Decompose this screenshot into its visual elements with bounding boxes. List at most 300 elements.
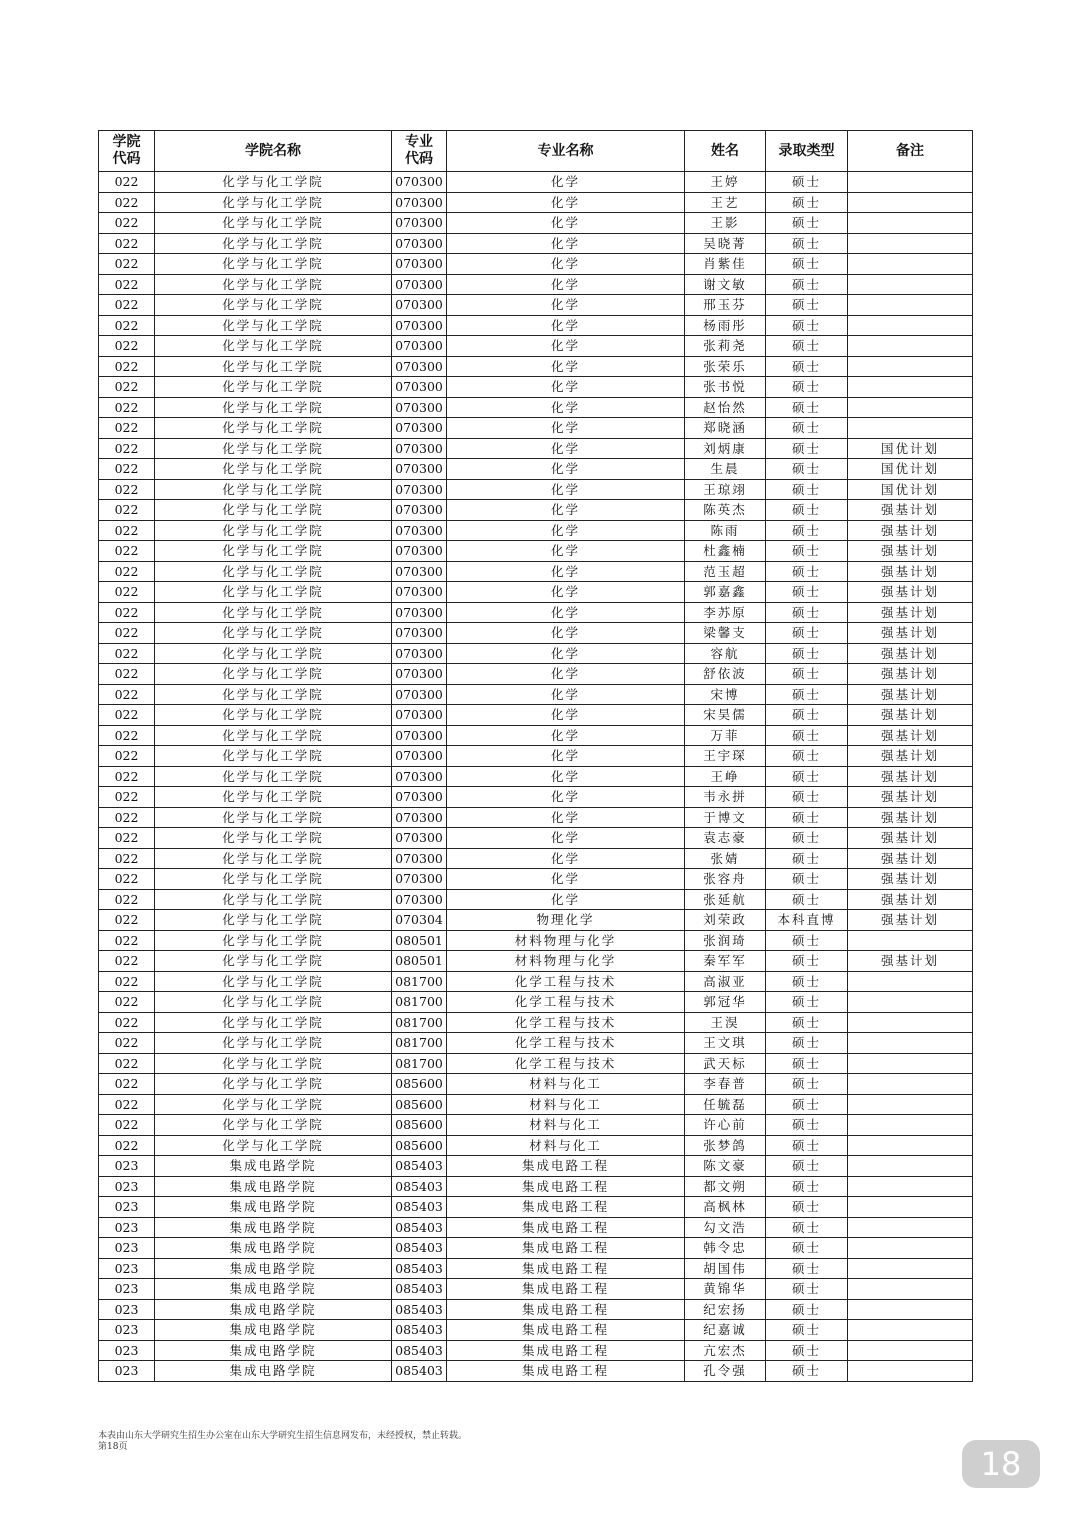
college-code-cell: 022 bbox=[99, 336, 155, 357]
major-name-cell: 材料物理与化学 bbox=[447, 930, 685, 951]
admission-table bbox=[98, 130, 973, 1382]
major-code-cell: 085403 bbox=[392, 1258, 447, 1279]
remark-cell bbox=[848, 356, 973, 377]
remark-cell bbox=[848, 213, 973, 234]
major-name-cell: 化学 bbox=[447, 295, 685, 316]
table-row bbox=[99, 274, 973, 295]
table-row bbox=[99, 356, 973, 377]
college-code-cell: 023 bbox=[99, 1340, 155, 1361]
admission-type-cell: 硕士 bbox=[766, 213, 848, 234]
student-name-cell: 秦军军 bbox=[685, 951, 766, 972]
major-name-cell: 化学 bbox=[447, 192, 685, 213]
major-name-cell: 材料与化工 bbox=[447, 1094, 685, 1115]
remark-cell: 国优计划 bbox=[848, 438, 973, 459]
major-code-cell: 070300 bbox=[392, 233, 447, 254]
admission-type-cell: 硕士 bbox=[766, 1156, 848, 1177]
major-name-cell: 化学 bbox=[447, 705, 685, 726]
major-name-cell: 化学 bbox=[447, 643, 685, 664]
remark-cell bbox=[848, 295, 973, 316]
table-row bbox=[99, 459, 973, 480]
college-name-cell: 化学与化工学院 bbox=[155, 295, 392, 316]
copyright-note: 本表由山东大学研究生招生办公室在山东大学研究生招生信息网发布，未经授权，禁止转载。 bbox=[98, 1431, 468, 1441]
college-name-cell: 化学与化工学院 bbox=[155, 459, 392, 480]
major-name-cell: 化学 bbox=[447, 664, 685, 685]
major-name-cell: 化学 bbox=[447, 459, 685, 480]
college-name-cell: 化学与化工学院 bbox=[155, 1053, 392, 1074]
admission-type-cell: 硕士 bbox=[766, 315, 848, 336]
college-code-cell: 023 bbox=[99, 1258, 155, 1279]
major-code-cell: 070300 bbox=[392, 705, 447, 726]
major-code-cell: 070300 bbox=[392, 623, 447, 644]
remark-cell bbox=[848, 1135, 973, 1156]
remark-cell: 强基计划 bbox=[848, 828, 973, 849]
table-row bbox=[99, 725, 973, 746]
college-name-cell: 化学与化工学院 bbox=[155, 602, 392, 623]
major-name-cell: 集成电路工程 bbox=[447, 1217, 685, 1238]
admission-type-cell: 硕士 bbox=[766, 520, 848, 541]
major-name-cell: 化学 bbox=[447, 397, 685, 418]
table-body bbox=[99, 172, 973, 1382]
college-code-cell: 022 bbox=[99, 377, 155, 398]
major-name-cell: 集成电路工程 bbox=[447, 1361, 685, 1382]
header-major-code: 专业 代码 bbox=[392, 131, 447, 172]
admission-type-cell: 硕士 bbox=[766, 438, 848, 459]
remark-cell bbox=[848, 336, 973, 357]
remark-cell bbox=[848, 418, 973, 439]
admission-type-cell: 硕士 bbox=[766, 541, 848, 562]
table-row bbox=[99, 377, 973, 398]
student-name-cell: 胡国伟 bbox=[685, 1258, 766, 1279]
student-name-cell: 生晨 bbox=[685, 459, 766, 480]
major-name-cell: 化学 bbox=[447, 500, 685, 521]
admission-type-cell: 硕士 bbox=[766, 1053, 848, 1074]
major-code-cell: 070300 bbox=[392, 828, 447, 849]
table-row bbox=[99, 828, 973, 849]
major-code-cell: 070300 bbox=[392, 377, 447, 398]
admission-type-cell: 硕士 bbox=[766, 192, 848, 213]
major-code-cell: 070300 bbox=[392, 602, 447, 623]
major-name-cell: 化学 bbox=[447, 684, 685, 705]
major-name-cell: 材料与化工 bbox=[447, 1135, 685, 1156]
major-code-cell: 070300 bbox=[392, 315, 447, 336]
college-name-cell: 化学与化工学院 bbox=[155, 1012, 392, 1033]
table-row bbox=[99, 766, 973, 787]
major-name-cell: 材料物理与化学 bbox=[447, 951, 685, 972]
table-row bbox=[99, 1361, 973, 1382]
remark-cell: 强基计划 bbox=[848, 766, 973, 787]
student-name-cell: 王文琪 bbox=[685, 1033, 766, 1054]
student-name-cell: 王宇琛 bbox=[685, 746, 766, 767]
college-name-cell: 化学与化工学院 bbox=[155, 172, 392, 193]
remark-cell: 强基计划 bbox=[848, 561, 973, 582]
college-name-cell: 化学与化工学院 bbox=[155, 582, 392, 603]
header-row bbox=[99, 131, 973, 172]
major-code-cell: 070300 bbox=[392, 684, 447, 705]
table-row bbox=[99, 172, 973, 193]
student-name-cell: 张容舟 bbox=[685, 869, 766, 890]
table-row bbox=[99, 643, 973, 664]
major-name-cell: 化学 bbox=[447, 787, 685, 808]
table-row bbox=[99, 1053, 973, 1074]
major-code-cell: 081700 bbox=[392, 992, 447, 1013]
college-name-cell: 化学与化工学院 bbox=[155, 828, 392, 849]
college-name-cell: 化学与化工学院 bbox=[155, 766, 392, 787]
table-row bbox=[99, 787, 973, 808]
major-name-cell: 化学 bbox=[447, 274, 685, 295]
remark-cell bbox=[848, 1156, 973, 1177]
major-name-cell: 化学 bbox=[447, 561, 685, 582]
student-name-cell: 舒依波 bbox=[685, 664, 766, 685]
remark-cell: 强基计划 bbox=[848, 500, 973, 521]
major-name-cell: 化学 bbox=[447, 213, 685, 234]
major-code-cell: 070300 bbox=[392, 889, 447, 910]
remark-cell: 强基计划 bbox=[848, 910, 973, 931]
table-row bbox=[99, 910, 973, 931]
major-name-cell: 集成电路工程 bbox=[447, 1238, 685, 1259]
table-row bbox=[99, 1279, 973, 1300]
admission-type-cell: 硕士 bbox=[766, 807, 848, 828]
college-name-cell: 化学与化工学院 bbox=[155, 438, 392, 459]
major-name-cell: 集成电路工程 bbox=[447, 1156, 685, 1177]
remark-cell: 国优计划 bbox=[848, 459, 973, 480]
table-row bbox=[99, 1094, 973, 1115]
college-code-cell: 022 bbox=[99, 602, 155, 623]
major-name-cell: 化学 bbox=[447, 623, 685, 644]
major-name-cell: 化学工程与技术 bbox=[447, 992, 685, 1013]
admission-type-cell: 硕士 bbox=[766, 500, 848, 521]
college-name-cell: 化学与化工学院 bbox=[155, 787, 392, 808]
remark-cell: 强基计划 bbox=[848, 582, 973, 603]
student-name-cell: 纪宏扬 bbox=[685, 1299, 766, 1320]
student-name-cell: 郑晓涵 bbox=[685, 418, 766, 439]
admission-type-cell: 硕士 bbox=[766, 992, 848, 1013]
college-code-cell: 022 bbox=[99, 397, 155, 418]
college-name-cell: 化学与化工学院 bbox=[155, 869, 392, 890]
table-row bbox=[99, 213, 973, 234]
college-code-cell: 022 bbox=[99, 828, 155, 849]
major-code-cell: 070300 bbox=[392, 459, 447, 480]
college-code-cell: 022 bbox=[99, 418, 155, 439]
admission-type-cell: 硕士 bbox=[766, 1012, 848, 1033]
student-name-cell: 黄锦华 bbox=[685, 1279, 766, 1300]
major-code-cell: 085403 bbox=[392, 1156, 447, 1177]
major-name-cell: 化学工程与技术 bbox=[447, 1033, 685, 1054]
table-row bbox=[99, 1238, 973, 1259]
major-name-cell: 集成电路工程 bbox=[447, 1299, 685, 1320]
admission-type-cell: 硕士 bbox=[766, 664, 848, 685]
college-name-cell: 化学与化工学院 bbox=[155, 623, 392, 644]
admission-type-cell: 硕士 bbox=[766, 1340, 848, 1361]
admission-type-cell: 硕士 bbox=[766, 971, 848, 992]
admission-type-cell: 硕士 bbox=[766, 1299, 848, 1320]
table-row bbox=[99, 971, 973, 992]
student-name-cell: 于博文 bbox=[685, 807, 766, 828]
college-name-cell: 化学与化工学院 bbox=[155, 520, 392, 541]
major-code-cell: 081700 bbox=[392, 1053, 447, 1074]
admission-type-cell: 硕士 bbox=[766, 1074, 848, 1095]
remark-cell bbox=[848, 1094, 973, 1115]
admission-type-cell: 硕士 bbox=[766, 1258, 848, 1279]
major-code-cell: 070300 bbox=[392, 807, 447, 828]
college-code-cell: 023 bbox=[99, 1320, 155, 1341]
college-name-cell: 化学与化工学院 bbox=[155, 315, 392, 336]
student-name-cell: 许心前 bbox=[685, 1115, 766, 1136]
major-code-cell: 070300 bbox=[392, 561, 447, 582]
major-name-cell: 化学 bbox=[447, 828, 685, 849]
admission-type-cell: 硕士 bbox=[766, 1217, 848, 1238]
college-name-cell: 化学与化工学院 bbox=[155, 992, 392, 1013]
college-code-cell: 022 bbox=[99, 664, 155, 685]
college-name-cell: 化学与化工学院 bbox=[155, 746, 392, 767]
remark-cell bbox=[848, 992, 973, 1013]
college-name-cell: 化学与化工学院 bbox=[155, 356, 392, 377]
student-name-cell: 刘荣政 bbox=[685, 910, 766, 931]
header-admission-type: 录取类型 bbox=[766, 131, 848, 172]
college-code-cell: 022 bbox=[99, 869, 155, 890]
remark-cell: 强基计划 bbox=[848, 725, 973, 746]
college-name-cell: 化学与化工学院 bbox=[155, 336, 392, 357]
remark-cell: 强基计划 bbox=[848, 746, 973, 767]
remark-cell bbox=[848, 930, 973, 951]
table-row bbox=[99, 992, 973, 1013]
college-code-cell: 022 bbox=[99, 684, 155, 705]
college-code-cell: 022 bbox=[99, 725, 155, 746]
admission-type-cell: 硕士 bbox=[766, 233, 848, 254]
page-number-badge: 18 bbox=[962, 1440, 1040, 1488]
college-code-cell: 022 bbox=[99, 192, 155, 213]
college-name-cell: 化学与化工学院 bbox=[155, 971, 392, 992]
table-row bbox=[99, 1217, 973, 1238]
remark-cell bbox=[848, 1197, 973, 1218]
admission-type-cell: 硕士 bbox=[766, 889, 848, 910]
major-code-cell: 070300 bbox=[392, 438, 447, 459]
student-name-cell: 王峥 bbox=[685, 766, 766, 787]
college-code-cell: 022 bbox=[99, 254, 155, 275]
remark-cell bbox=[848, 233, 973, 254]
college-code-cell: 022 bbox=[99, 479, 155, 500]
admission-type-cell: 硕士 bbox=[766, 828, 848, 849]
student-name-cell: 张书悦 bbox=[685, 377, 766, 398]
remark-cell: 强基计划 bbox=[848, 541, 973, 562]
table-row bbox=[99, 602, 973, 623]
major-name-cell: 化学 bbox=[447, 602, 685, 623]
major-code-cell: 085403 bbox=[392, 1361, 447, 1382]
admission-type-cell: 硕士 bbox=[766, 1094, 848, 1115]
college-name-cell: 化学与化工学院 bbox=[155, 643, 392, 664]
major-code-cell: 070300 bbox=[392, 254, 447, 275]
admission-type-cell: 硕士 bbox=[766, 1197, 848, 1218]
table-row bbox=[99, 438, 973, 459]
admission-type-cell: 本科直博 bbox=[766, 910, 848, 931]
major-name-cell: 化学 bbox=[447, 315, 685, 336]
college-code-cell: 022 bbox=[99, 643, 155, 664]
table-row bbox=[99, 1197, 973, 1218]
college-code-cell: 022 bbox=[99, 1115, 155, 1136]
college-code-cell: 022 bbox=[99, 1094, 155, 1115]
college-name-cell: 集成电路学院 bbox=[155, 1258, 392, 1279]
college-name-cell: 化学与化工学院 bbox=[155, 561, 392, 582]
remark-cell: 强基计划 bbox=[848, 705, 973, 726]
student-name-cell: 容航 bbox=[685, 643, 766, 664]
student-name-cell: 陈文豪 bbox=[685, 1156, 766, 1177]
college-name-cell: 化学与化工学院 bbox=[155, 1135, 392, 1156]
college-code-cell: 022 bbox=[99, 1033, 155, 1054]
major-code-cell: 070300 bbox=[392, 582, 447, 603]
student-name-cell: 韦永拼 bbox=[685, 787, 766, 808]
major-code-cell: 085403 bbox=[392, 1217, 447, 1238]
major-name-cell: 化学 bbox=[447, 233, 685, 254]
admission-type-cell: 硕士 bbox=[766, 930, 848, 951]
college-code-cell: 022 bbox=[99, 848, 155, 869]
admission-type-cell: 硕士 bbox=[766, 623, 848, 644]
major-name-cell: 化学 bbox=[447, 541, 685, 562]
table-row bbox=[99, 889, 973, 910]
college-code-cell: 022 bbox=[99, 1012, 155, 1033]
table-row bbox=[99, 1033, 973, 1054]
college-code-cell: 023 bbox=[99, 1299, 155, 1320]
student-name-cell: 纪嘉诚 bbox=[685, 1320, 766, 1341]
student-name-cell: 张梦鸽 bbox=[685, 1135, 766, 1156]
table-row bbox=[99, 1156, 973, 1177]
student-name-cell: 张莉尧 bbox=[685, 336, 766, 357]
table-row bbox=[99, 1135, 973, 1156]
remark-cell bbox=[848, 1320, 973, 1341]
college-code-cell: 022 bbox=[99, 356, 155, 377]
admission-type-cell: 硕士 bbox=[766, 1115, 848, 1136]
remark-cell bbox=[848, 1053, 973, 1074]
college-name-cell: 化学与化工学院 bbox=[155, 479, 392, 500]
admission-type-cell: 硕士 bbox=[766, 397, 848, 418]
college-name-cell: 化学与化工学院 bbox=[155, 1094, 392, 1115]
table-row bbox=[99, 807, 973, 828]
student-name-cell: 梁馨支 bbox=[685, 623, 766, 644]
college-code-cell: 022 bbox=[99, 705, 155, 726]
remark-cell bbox=[848, 1258, 973, 1279]
table-row bbox=[99, 541, 973, 562]
table-row bbox=[99, 684, 973, 705]
college-code-cell: 022 bbox=[99, 766, 155, 787]
admission-type-cell: 硕士 bbox=[766, 1279, 848, 1300]
student-name-cell: 勾文浩 bbox=[685, 1217, 766, 1238]
admission-type-cell: 硕士 bbox=[766, 479, 848, 500]
college-code-cell: 022 bbox=[99, 1135, 155, 1156]
major-code-cell: 070300 bbox=[392, 479, 447, 500]
table-row bbox=[99, 746, 973, 767]
header-student-name: 姓名 bbox=[685, 131, 766, 172]
table-row bbox=[99, 1320, 973, 1341]
student-name-cell: 郭冠华 bbox=[685, 992, 766, 1013]
major-code-cell: 070300 bbox=[392, 746, 447, 767]
college-name-cell: 化学与化工学院 bbox=[155, 684, 392, 705]
college-name-cell: 化学与化工学院 bbox=[155, 951, 392, 972]
major-code-cell: 080501 bbox=[392, 930, 447, 951]
remark-cell: 强基计划 bbox=[848, 889, 973, 910]
college-code-cell: 022 bbox=[99, 623, 155, 644]
major-name-cell: 化学 bbox=[447, 807, 685, 828]
major-code-cell: 070300 bbox=[392, 397, 447, 418]
college-code-cell: 022 bbox=[99, 930, 155, 951]
student-name-cell: 高枫林 bbox=[685, 1197, 766, 1218]
college-code-cell: 022 bbox=[99, 889, 155, 910]
college-code-cell: 023 bbox=[99, 1238, 155, 1259]
college-name-cell: 化学与化工学院 bbox=[155, 930, 392, 951]
student-name-cell: 任毓磊 bbox=[685, 1094, 766, 1115]
college-code-cell: 022 bbox=[99, 459, 155, 480]
student-name-cell: 韩令忠 bbox=[685, 1238, 766, 1259]
table-row bbox=[99, 397, 973, 418]
major-code-cell: 070300 bbox=[392, 766, 447, 787]
admission-type-cell: 硕士 bbox=[766, 274, 848, 295]
remark-cell: 强基计划 bbox=[848, 848, 973, 869]
table-row bbox=[99, 418, 973, 439]
admission-type-cell: 硕士 bbox=[766, 1033, 848, 1054]
table-row bbox=[99, 930, 973, 951]
major-code-cell: 070300 bbox=[392, 192, 447, 213]
college-code-cell: 022 bbox=[99, 233, 155, 254]
table-row bbox=[99, 1299, 973, 1320]
major-name-cell: 集成电路工程 bbox=[447, 1279, 685, 1300]
remark-cell: 国优计划 bbox=[848, 479, 973, 500]
major-name-cell: 化学 bbox=[447, 520, 685, 541]
remark-cell bbox=[848, 1361, 973, 1382]
table-row bbox=[99, 664, 973, 685]
admission-type-cell: 硕士 bbox=[766, 377, 848, 398]
college-code-cell: 022 bbox=[99, 295, 155, 316]
college-name-cell: 集成电路学院 bbox=[155, 1217, 392, 1238]
remark-cell bbox=[848, 1176, 973, 1197]
major-name-cell: 集成电路工程 bbox=[447, 1340, 685, 1361]
student-name-cell: 武天标 bbox=[685, 1053, 766, 1074]
college-name-cell: 集成电路学院 bbox=[155, 1176, 392, 1197]
remark-cell bbox=[848, 1074, 973, 1095]
major-code-cell: 070300 bbox=[392, 418, 447, 439]
table-row bbox=[99, 1340, 973, 1361]
major-code-cell: 070300 bbox=[392, 643, 447, 664]
remark-cell bbox=[848, 192, 973, 213]
admission-type-cell: 硕士 bbox=[766, 1135, 848, 1156]
admission-type-cell: 硕士 bbox=[766, 787, 848, 808]
remark-cell bbox=[848, 1299, 973, 1320]
major-name-cell: 化学 bbox=[447, 889, 685, 910]
student-name-cell: 张延航 bbox=[685, 889, 766, 910]
college-name-cell: 化学与化工学院 bbox=[155, 254, 392, 275]
remark-cell: 强基计划 bbox=[848, 643, 973, 664]
college-name-cell: 化学与化工学院 bbox=[155, 500, 392, 521]
remark-cell bbox=[848, 274, 973, 295]
table-row bbox=[99, 951, 973, 972]
student-name-cell: 吴晓菁 bbox=[685, 233, 766, 254]
admission-type-cell: 硕士 bbox=[766, 705, 848, 726]
college-code-cell: 022 bbox=[99, 213, 155, 234]
college-name-cell: 化学与化工学院 bbox=[155, 397, 392, 418]
admission-type-cell: 硕士 bbox=[766, 561, 848, 582]
major-name-cell: 化学 bbox=[447, 479, 685, 500]
table-row bbox=[99, 1074, 973, 1095]
header-remark: 备注 bbox=[848, 131, 973, 172]
major-code-cell: 070300 bbox=[392, 787, 447, 808]
table-row bbox=[99, 254, 973, 275]
admission-type-cell: 硕士 bbox=[766, 684, 848, 705]
college-name-cell: 化学与化工学院 bbox=[155, 1033, 392, 1054]
student-name-cell: 王琼翊 bbox=[685, 479, 766, 500]
student-name-cell: 李苏原 bbox=[685, 602, 766, 623]
student-name-cell: 杨雨彤 bbox=[685, 315, 766, 336]
admission-type-cell: 硕士 bbox=[766, 848, 848, 869]
admission-type-cell: 硕士 bbox=[766, 951, 848, 972]
major-name-cell: 化学 bbox=[447, 582, 685, 603]
major-name-cell: 化学 bbox=[447, 356, 685, 377]
major-code-cell: 070300 bbox=[392, 172, 447, 193]
